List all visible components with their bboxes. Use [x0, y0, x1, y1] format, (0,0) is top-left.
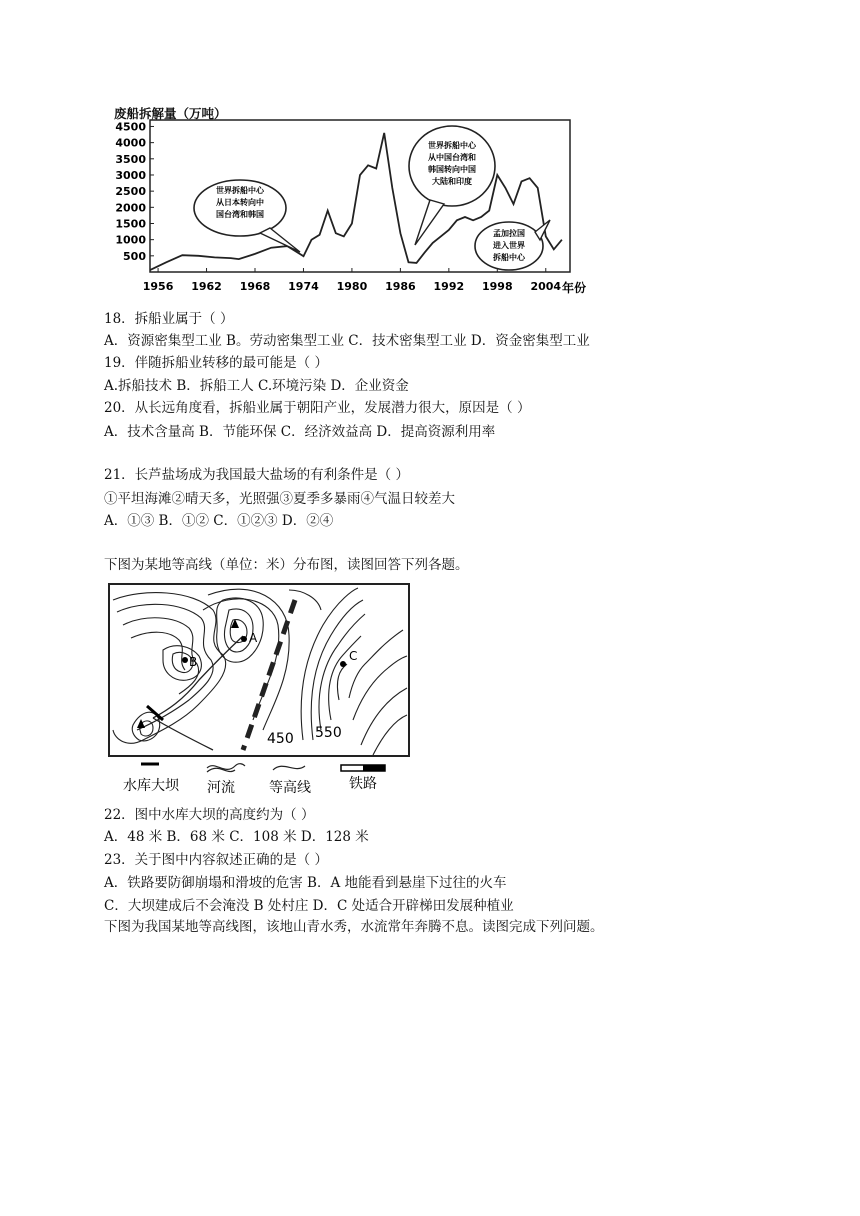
question-18-options: A．资源密集型工业 B。劳动密集型工业 C．技术密集型工业 D．资金密集型工业 [104, 333, 590, 349]
final-intro: 下图为我国某地等高线图，该地山青水秀，水流常年奔腾不息。读图完成下列问题。 [104, 919, 604, 935]
question-19-options: A.拆船技术 B．拆船工人 C.环境污染 D．企业资金 [104, 378, 409, 394]
y-tick-label: 1500 [115, 217, 146, 231]
callout-bangladesh [475, 220, 550, 270]
question-19-stem: 19．伴随拆船业转移的最可能是（ ） [104, 355, 328, 371]
question-22-options: A．48 米 B．68 米 C．108 米 D．128 米 [104, 829, 369, 845]
y-tick-label: 2500 [115, 185, 146, 199]
point-a-label: A [249, 631, 258, 645]
svg-text:国台湾和韩国: 国台湾和韩国 [216, 210, 264, 219]
y-tick-label: 2000 [115, 201, 146, 215]
question-23-stem: 23．关于图中内容叙述正确的是（ ） [104, 852, 328, 868]
legend-dam-label: 水库大坝 [123, 778, 179, 794]
ship-dismantling-chart [110, 100, 610, 300]
legend-railway-label: 铁路 [349, 776, 377, 792]
question-21-conditions: ①平坦海滩②晴天多，光照强③夏季多暴雨④气温日较差大 [104, 491, 455, 507]
point-a-dot [241, 636, 247, 642]
x-tick-label: 1956 [142, 280, 174, 293]
question-18-stem: 18．拆船业属于（ ） [104, 311, 234, 327]
x-tick-label: 1974 [288, 280, 319, 293]
y-tick-label: 4000 [115, 136, 146, 150]
x-tick-label: 1968 [239, 280, 271, 293]
x-tick-label: 1992 [433, 280, 465, 293]
y-tick-label: 4500 [115, 120, 146, 134]
contour-label-550: 550 [315, 725, 342, 741]
svg-text:从日本转向中: 从日本转向中 [216, 198, 264, 207]
x-tick-label: 1980 [336, 280, 368, 293]
svg-text:世界拆船中心: 世界拆船中心 [428, 141, 476, 150]
chart-title: 废船拆解量（万吨） [114, 106, 227, 121]
callout-japan-to-taiwan-korea [194, 180, 300, 252]
svg-text:韩国转向中国: 韩国转向中国 [428, 165, 476, 174]
y-tick-label: 3000 [115, 168, 146, 182]
svg-text:进入世界: 进入世界 [493, 241, 525, 250]
y-tick-label: 500 [123, 249, 146, 263]
point-c-label: C [349, 649, 358, 663]
chart-x-axis-label: 年份 [562, 281, 587, 295]
y-tick-label: 3500 [115, 152, 146, 166]
svg-text:从中国台湾和: 从中国台湾和 [428, 153, 476, 162]
question-23-options-1: A．铁路要防御崩塌和滑坡的危害 B．A 地能看到悬崖下过往的火车 [104, 875, 507, 891]
map-intro: 下图为某地等高线（单位：米）分布图，读图回答下列各题。 [104, 557, 469, 573]
contour-map [103, 580, 415, 800]
question-20-options: A．技术含量高 B．节能环保 C．经济效益高 D．提高资源利用率 [104, 424, 496, 440]
point-c-dot [340, 661, 346, 667]
svg-text:世界拆船中心: 世界拆船中心 [216, 186, 264, 195]
chart-y-ticks [115, 120, 154, 262]
question-21-options: A．①③ B．①② C．①②③ D．②④ [104, 513, 334, 529]
svg-text:大陆和印度: 大陆和印度 [432, 177, 472, 186]
legend-railway-symbol [341, 765, 385, 771]
question-22-stem: 22．图中水库大坝的高度约为（ ） [104, 807, 315, 823]
x-tick-label: 1962 [191, 280, 222, 293]
question-23-options-2: C．大坝建成后不会淹没 B 处村庄 D．C 处适合开辟梯田发展种植业 [104, 898, 514, 914]
y-tick-label: 1000 [115, 233, 146, 247]
point-b-label: B [189, 655, 198, 669]
x-tick-label: 1998 [481, 280, 513, 293]
svg-text:孟加拉国: 孟加拉国 [493, 229, 525, 238]
question-21-stem: 21．长芦盐场成为我国最大盐场的有利条件是（ ） [104, 467, 409, 483]
x-tick-label: 1986 [385, 280, 416, 293]
legend-contour-symbol [273, 766, 305, 770]
contour-label-450: 450 [267, 731, 294, 747]
question-20-stem: 20．从长远角度看，拆船业属于朝阳产业，发展潜力很大，原因是（ ） [104, 400, 531, 416]
svg-text:拆船中心: 拆船中心 [493, 253, 525, 262]
x-tick-label: 2004 [530, 280, 562, 293]
legend-river-label: 河流 [207, 780, 235, 796]
point-b-dot [182, 657, 188, 663]
legend-contour-label: 等高线 [269, 780, 311, 796]
